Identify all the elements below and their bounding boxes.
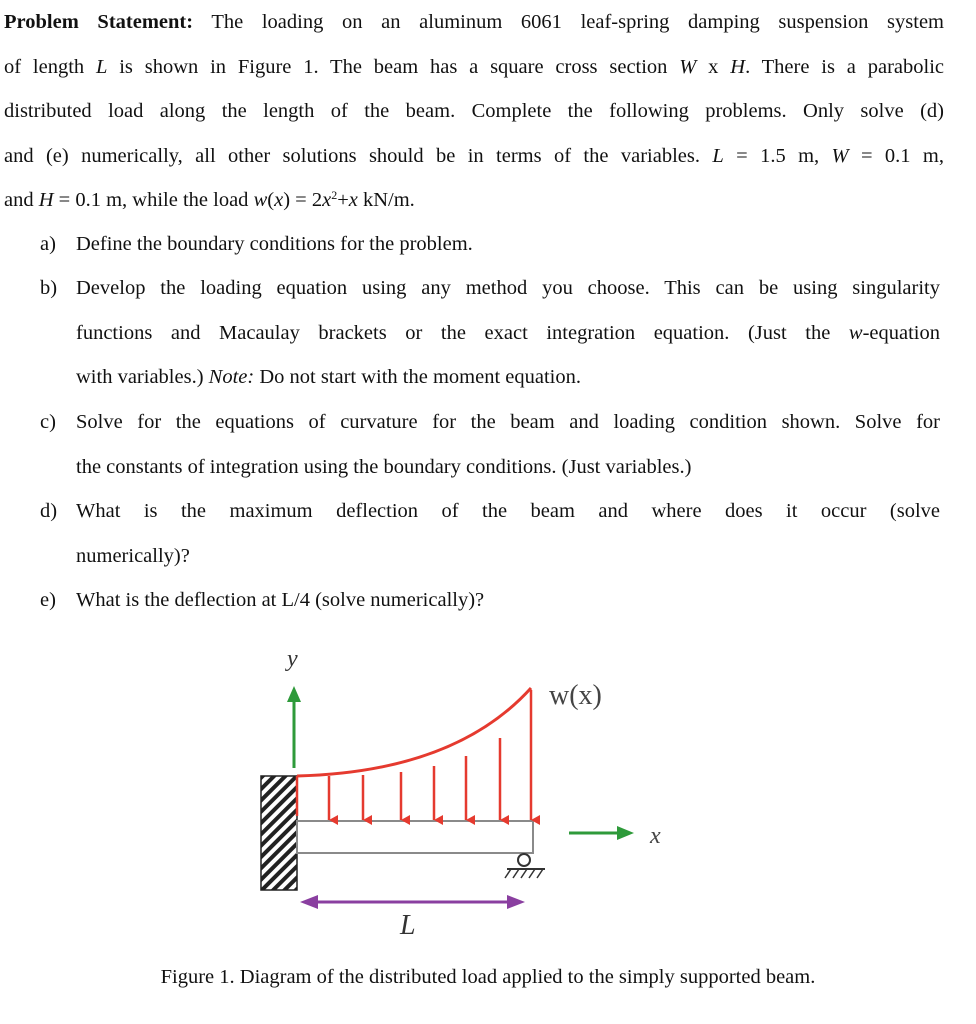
y-axis-label: y [287, 646, 298, 672]
variable: W [831, 144, 849, 167]
variable: x [274, 189, 284, 211]
variable: w [848, 321, 863, 344]
variable: L [95, 55, 108, 78]
variable: W [679, 55, 697, 78]
question-label: a) [40, 233, 56, 255]
question-line: What is the deflection at L/4 (solve numerically)? [76, 589, 485, 611]
question-label: b) [40, 277, 58, 299]
problem-line: of length L is shown in Figure 1. The beam has a square cross section W x H. There is a parabolic [4, 55, 944, 78]
problem-line: and (e) numerically, all other solutions should be in terms of the variables. L = 1.5 m, W = 0.1 m, [4, 144, 944, 167]
question-line: What is the maximum deflection of the beam and where does it occur (solve [76, 500, 940, 522]
beam-figure [0, 640, 976, 970]
variable: H [730, 55, 746, 78]
length-label: L [400, 910, 416, 941]
problem-line: distributed load along the length of the beam. Complete the following problems. Only solve (d) [4, 100, 944, 122]
variable: x [348, 189, 358, 211]
fixed-wall [261, 776, 297, 890]
variable: x [322, 189, 332, 211]
figure-caption: Figure 1. Diagram of the distributed load applied to the simply supported beam. [160, 966, 816, 988]
question-line: Solve for the equations of curvature for the beam and loading condition shown. Solve for [76, 411, 940, 433]
distributed-load [297, 688, 531, 820]
question-line: Define the boundary conditions for the problem. [76, 233, 473, 255]
question-line: with variables.) Note: Do not start with the moment equation. [76, 366, 581, 388]
question-line: the constants of integration using the boundary conditions. (Just variables.) [76, 455, 692, 478]
question-label: d) [40, 500, 58, 522]
load-label: w(x) [549, 680, 602, 711]
x-axis-arrow [569, 826, 634, 840]
y-axis-arrow [287, 686, 301, 768]
length-dimension [300, 895, 525, 909]
question-line: functions and Macaulay brackets or the exact integration equation. (Just the w-equation [76, 321, 940, 344]
question-line: numerically)? [76, 544, 190, 567]
roller-support [505, 854, 545, 878]
problem-statement [4, 0, 944, 223]
exponent: 2 [331, 188, 338, 202]
variable: Note: [208, 366, 255, 388]
variable: w [253, 189, 268, 211]
beam [297, 821, 533, 853]
question-label: c) [40, 411, 56, 433]
problem-heading: Problem Statement: [4, 11, 194, 33]
question-line: Develop the loading equation using any method you choose. This can be using singularity [76, 277, 940, 299]
question-label: e) [40, 589, 56, 611]
problem-line: and H = 0.1 m, while the load $w(x) = 2x^2+x$ kN/m. [4, 188, 415, 211]
variable: L [712, 144, 724, 167]
problem-line: Problem Statement: The loading on an aluminum 6061 leaf-spring damping suspension system [4, 11, 944, 33]
x-axis-label: x [650, 823, 661, 849]
variable: H [38, 189, 54, 211]
